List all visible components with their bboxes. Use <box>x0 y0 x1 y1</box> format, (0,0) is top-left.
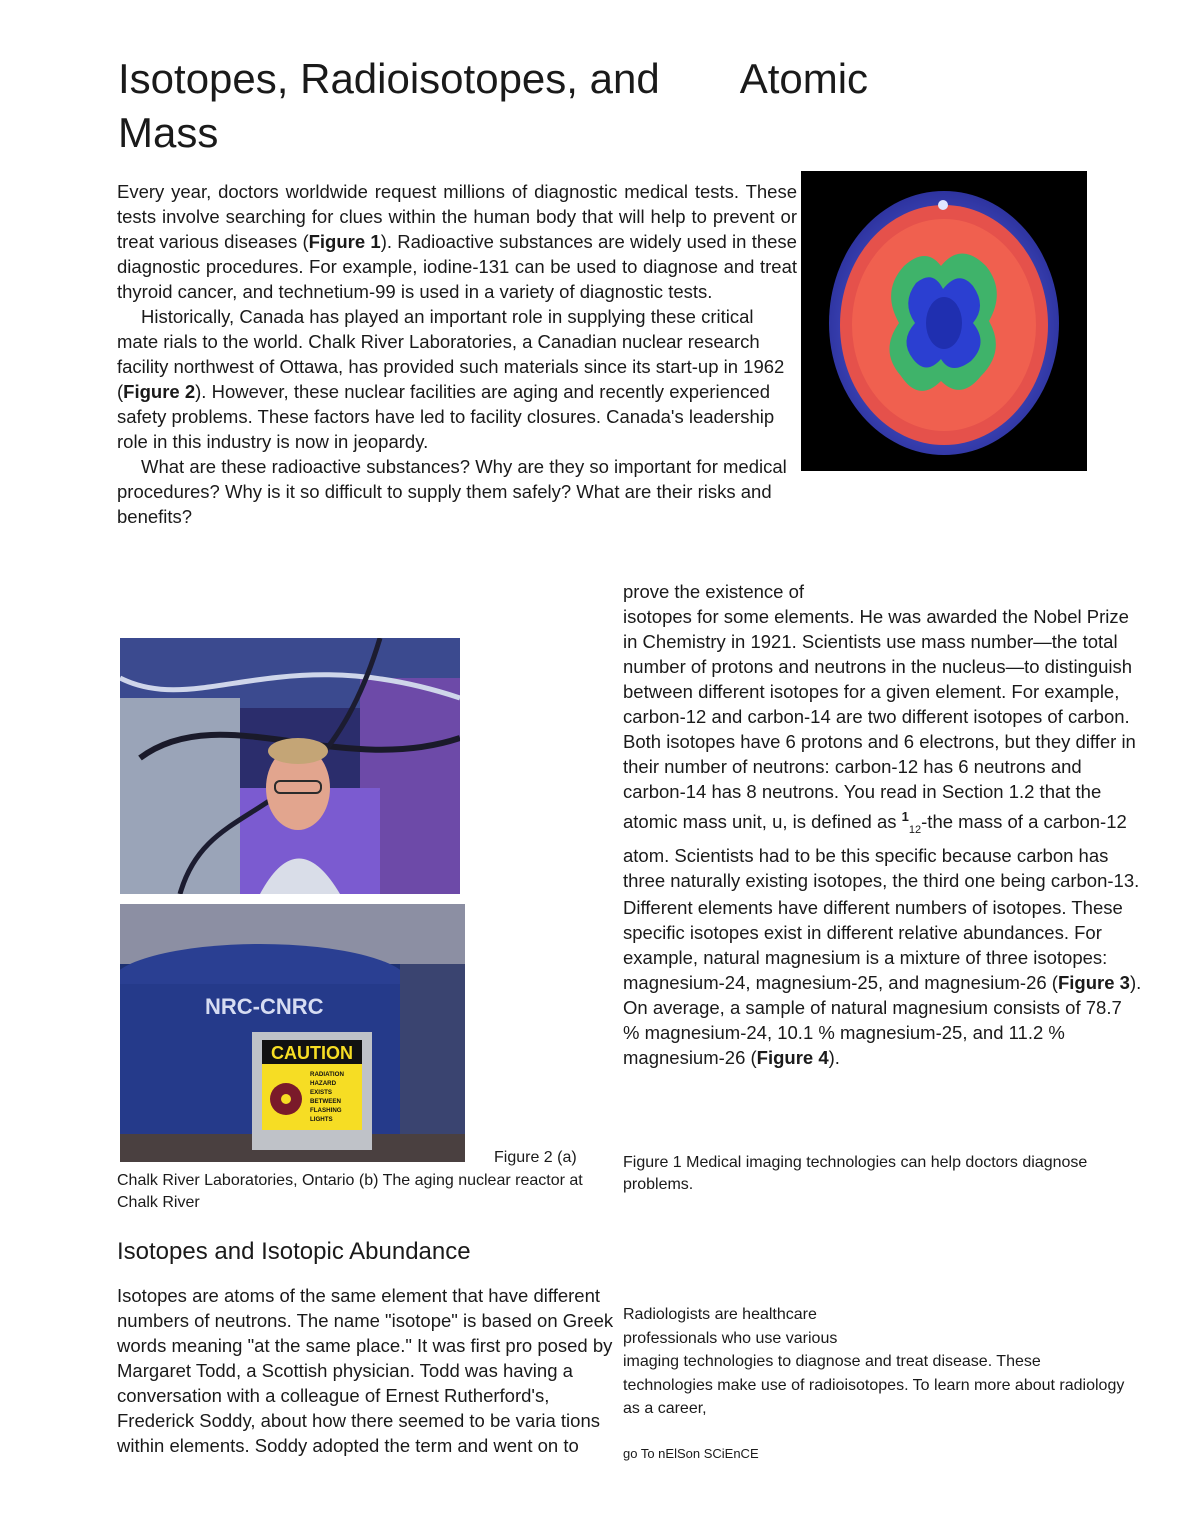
caution-line: RADIATION <box>310 1071 344 1078</box>
caution-header: CAUTION <box>271 1043 353 1063</box>
caution-line: FLASHING <box>310 1107 342 1114</box>
fraction-denominator: 12 <box>908 823 922 836</box>
intro-paragraph-2: Historically, Canada has played an important role in supplying these critical mate rials to the world. Chalk River Laboratories, a Canadian nuclear research facility northwest of Ottawa, has provided such materials since its start-up in 1962 (Figure 2). However, these nuclear facilities are aging and recently experienced safety problems. These factors have led to facility closures. Canada's leadership role in this industry is now in jeopardy. <box>117 306 785 452</box>
title-word-atomic: Atomic <box>739 55 869 102</box>
fraction-numerator: 1 <box>901 809 909 824</box>
caution-line: BETWEEN <box>310 1098 341 1105</box>
brain-scan-image <box>801 171 1087 471</box>
figure-4-ref: Figure 4 <box>756 1046 829 1068</box>
section-heading: Isotopes and Isotopic Abundance <box>117 1238 471 1265</box>
figure-1-ref: Figure 1 <box>308 231 381 252</box>
figure-2-caption-label: Figure 2 (a) <box>494 1149 577 1166</box>
intro-paragraph-3: What are these radioactive substances? Why are they so important for medical procedures? Why is it so difficult to supply them safely? What are their risks and benefits? <box>117 456 787 527</box>
right-paragraph-2: Different elements have different numbers of isotopes. These specific isotopes exist in different relative abundances. For example, natural magnesium is a mixture of three isotopes: magnesium-24, magnesium-25, and magnesium-26 (Figure 3). On average, a sample of natural magnesium consists of 78.7 % magnesium-24, 10.1 % magnesium-25, and 11.2 % magnesium-26 (Figure 4). <box>623 896 1142 1068</box>
figure-2-ref: Figure 2 <box>123 381 196 402</box>
title-line2: Mass <box>118 109 219 156</box>
title-line1: Isotopes, Radioisotopes, and <box>118 55 660 102</box>
radiation-icon <box>270 1083 302 1115</box>
intro-text <box>117 179 797 529</box>
reactor-label: NRC-CNRC <box>205 994 324 1019</box>
right-column-text <box>623 579 1143 1070</box>
radiologist-note: Radiologists are healthcare professionals who use various imaging technologies to diagnose and treat disease. These technologies make use of radioisotopes. To learn more about radiology as a career, <box>623 1306 1125 1417</box>
chalk-river-lab-photo <box>120 638 460 894</box>
caution-line: EXISTS <box>310 1089 333 1096</box>
figure-2-caption: Chalk River Laboratories, Ontario (b) The aging nuclear reactor at Chalk River <box>117 1172 583 1211</box>
page-title <box>118 52 958 160</box>
intro-paragraph-1: Every year, doctors worldwide request millions of diagnostic medical tests. These tests involve searching for clues within the human body that will help to prevent or treat various diseases (Figure 1). Radioactive substances are widely used in these diagnostic procedures. For example, iodine-131 can be used to diagnose and treat thyroid cancer, and technetium-99 is used in a variety of diagnostic tests. <box>117 181 797 302</box>
caution-line: HAZARD <box>310 1080 337 1087</box>
figure-1-caption: Figure 1 Medical imaging technologies can help doctors diagnose problems. <box>623 1154 1088 1193</box>
aging-reactor-photo <box>120 904 465 1162</box>
go-to-nelson-science-link[interactable]: go To nElSon SCiEnCE <box>623 1446 759 1461</box>
isotopes-text: Isotopes are atoms of the same element that have different numbers of neutrons. The name "isotope" is based on Greek words meaning "at the same place." It was first pro posed by Margaret Todd, a Scottish physician. Todd was having a conversation with a colleague of Ernest Rutherford's, Frederick Soddy, about how there seemed to be varia tions within elements. Soddy adopted the term and went on to <box>117 1285 614 1456</box>
right-paragraph-1: prove the existence of isotopes for some elements. He was awarded the Nobel Prize in Chemistry in 1921. Scientists use mass number—the total number of protons and neutrons in the nucleus—to distinguish between different isotopes for a given element. For example, carbon-12 and carbon-14 are two different isotopes of carbon. Both isotopes have 6 protons and 6 electrons, but they differ in their number of neutrons: carbon-12 has 6 neutrons and carbon-14 has 8 neutrons. You read in Section 1.2 that the atomic mass unit, u, is defined as $^1_{12}$-the mass of a carbon-12 atom. Scientists had to be this specific because carbon has three naturally existing isotopes, the third one being carbon-13. <box>623 581 1140 891</box>
figure-3-ref: Figure 3 <box>1057 971 1130 993</box>
caution-line: LIGHTS <box>310 1116 333 1123</box>
isotopes-paragraph <box>117 1283 617 1458</box>
